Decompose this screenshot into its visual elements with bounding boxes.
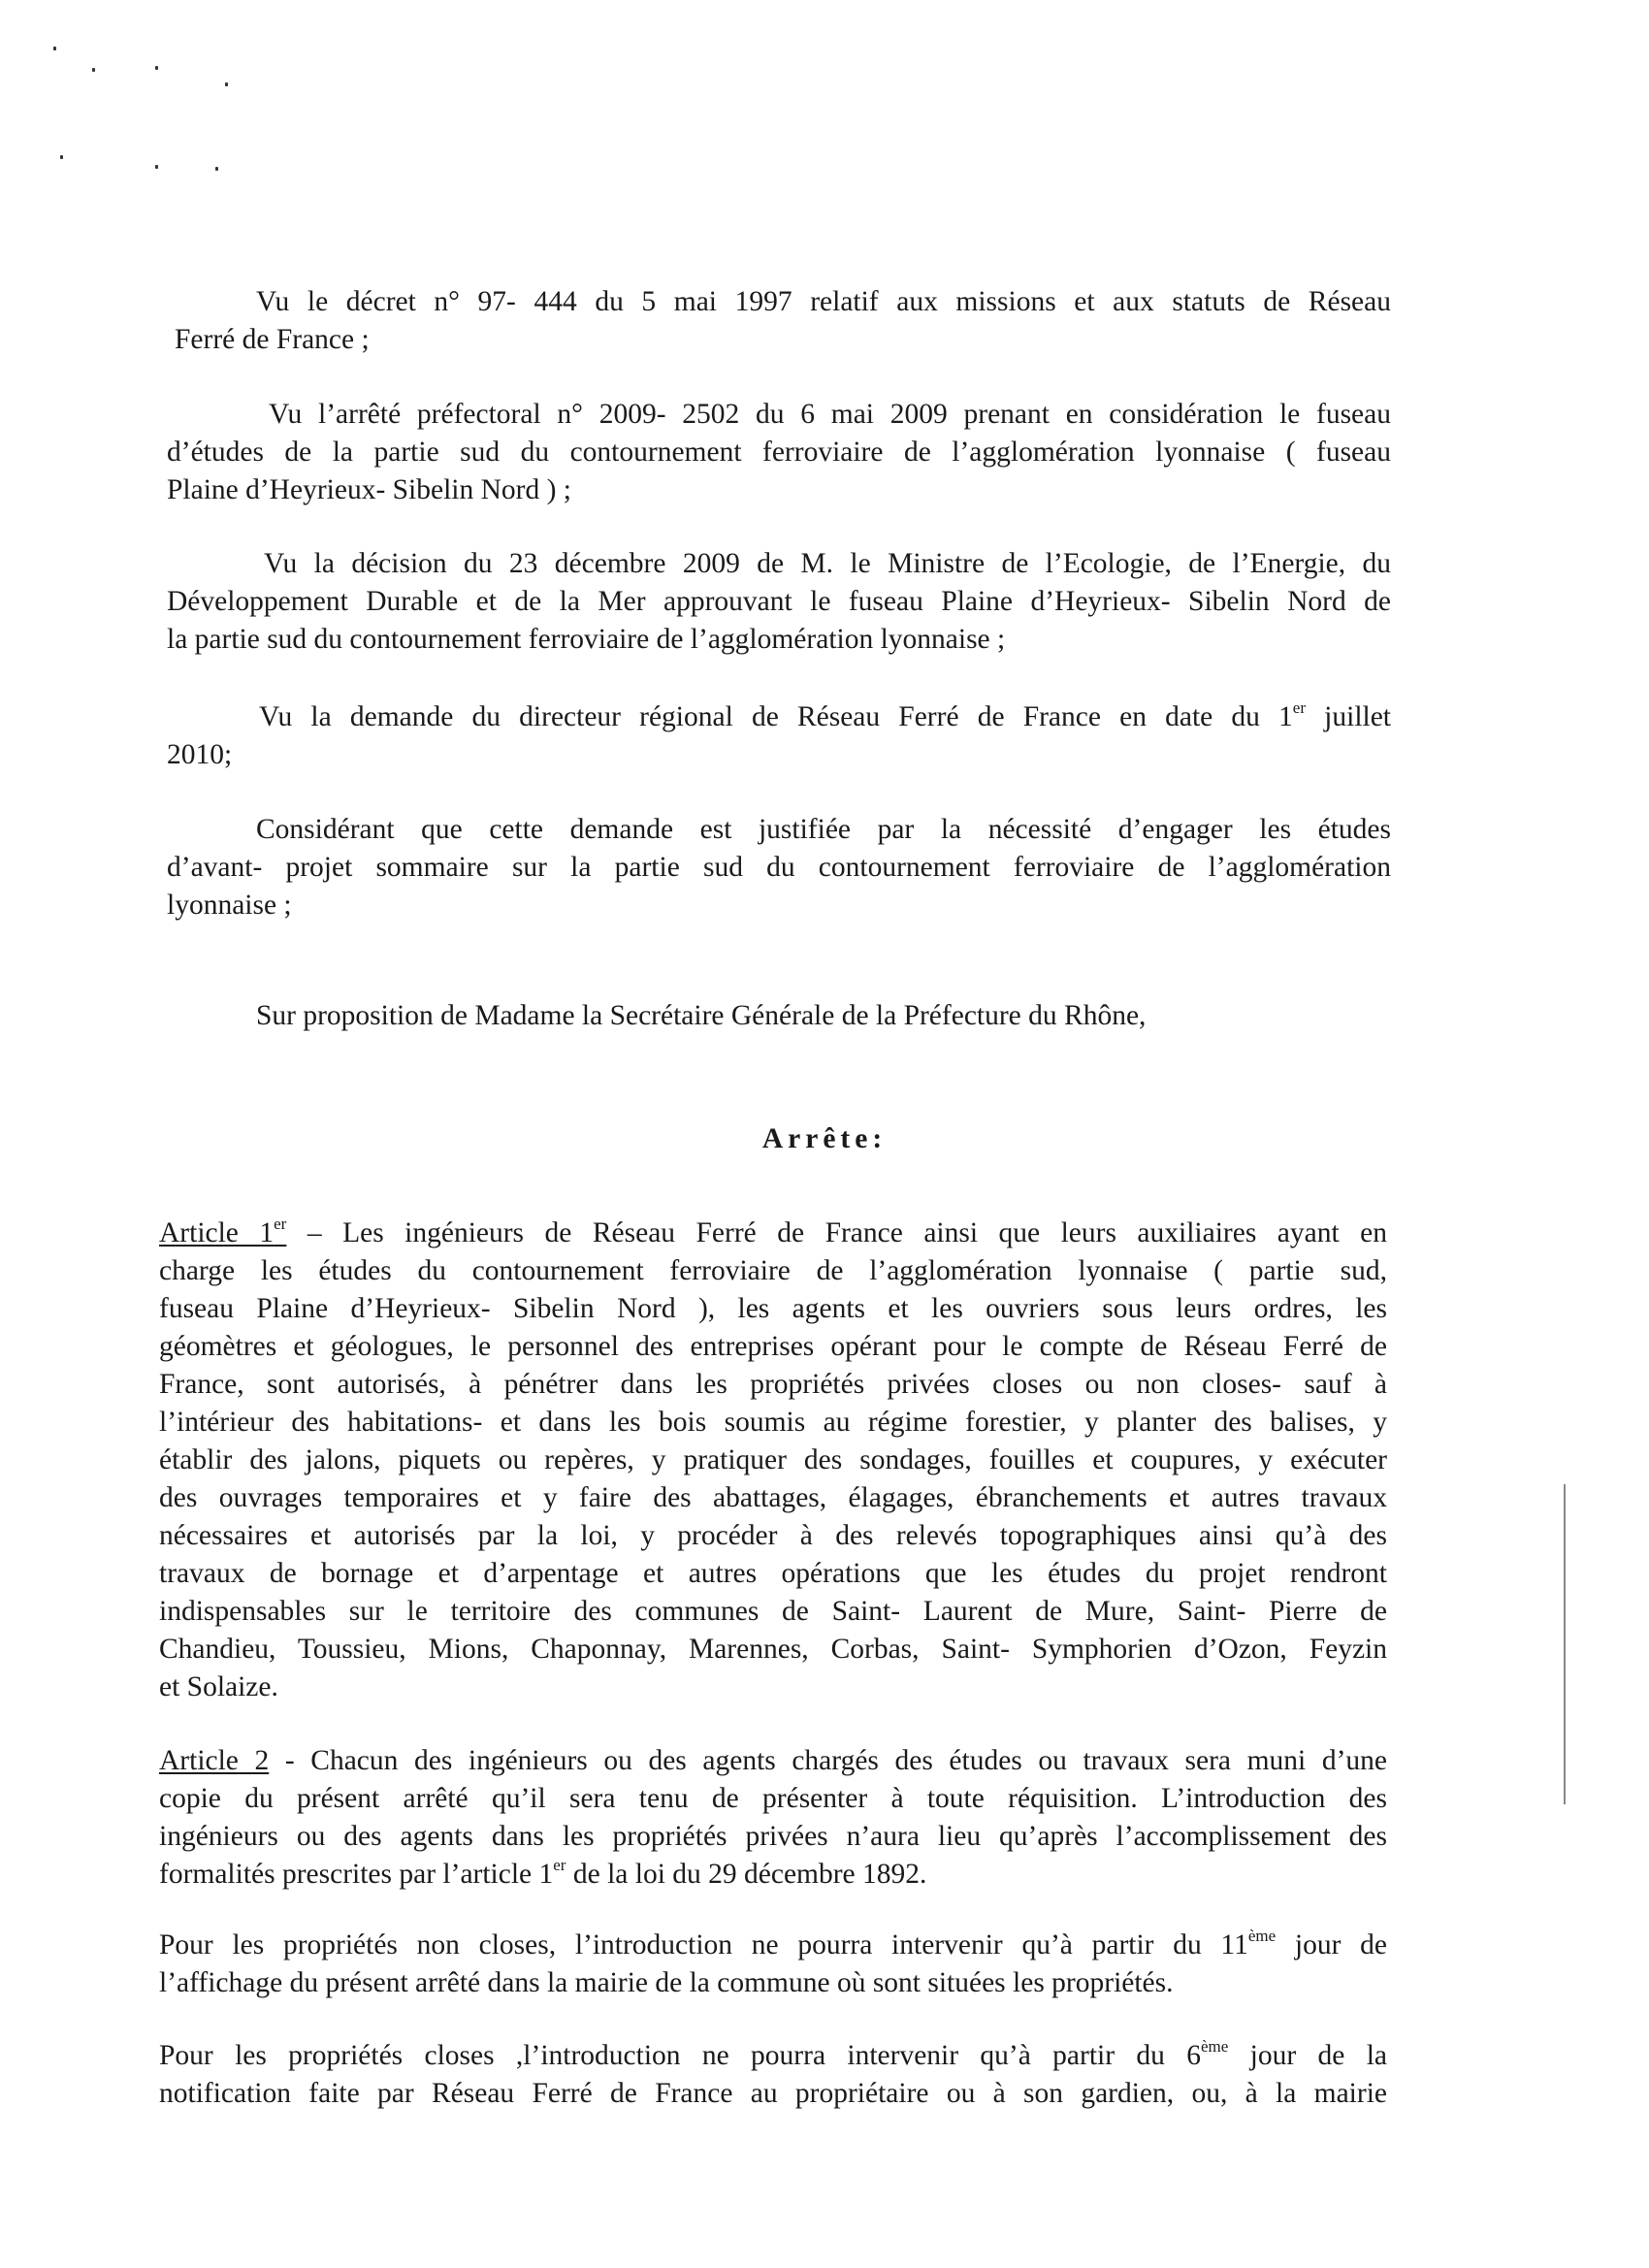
paragraph-non-closes bbox=[159, 1927, 1387, 2002]
text-line: 2010; bbox=[167, 739, 233, 770]
text-line bbox=[159, 1215, 1387, 1252]
text-line bbox=[159, 1742, 1387, 1780]
text-line: la partie sud du contournement ferroviaire de l’agglomération lyonnaise ; bbox=[167, 624, 1006, 655]
superscript: ème bbox=[1247, 1927, 1277, 1945]
article-2 bbox=[159, 1742, 1387, 1894]
text-segment: Article 1 bbox=[159, 1217, 275, 1248]
text-line: nécessaires et autorisés par la loi, y procéder à des relevés topographiques ainsi qu’à des bbox=[159, 1520, 1387, 1551]
text-segment: Pour les propriétés closes ,l’introduction ne pourra intervenir qu’à partir du 6 bbox=[159, 2040, 1201, 2071]
text-line: travaux de bornage et d’arpentage et autres opérations que les études du projet rendront bbox=[159, 1558, 1387, 1589]
text-segment: - Chacun des ingénieurs ou des agents chargés des études ou travaux sera muni d’une bbox=[269, 1745, 1387, 1776]
text-segment: de la loi du 29 décembre 1892. bbox=[566, 1859, 927, 1890]
paragraph-proposition bbox=[256, 997, 1323, 1035]
text-line: Vu l’arrêté préfectoral n° 2009- 2502 du 6 mai 2009 prenant en considération le fuseau bbox=[269, 399, 1391, 430]
scan-speck bbox=[155, 66, 158, 70]
text-line: France, sont autorisés, à pénétrer dans les propriétés privées closes ou non closes- sauf à bbox=[159, 1369, 1387, 1400]
text-segment: – Les ingénieurs de Réseau Ferré de France ainsi que leurs auxiliaires ayant en bbox=[286, 1217, 1387, 1248]
text-line: l’intérieur des habitations- et dans les bois soumis au régime forestier, y planter des balises, y bbox=[159, 1407, 1387, 1438]
paragraph-demande bbox=[167, 698, 1391, 774]
text-line: notification faite par Réseau Ferré de France au propriétaire ou à son gardien, ou, à la mairie bbox=[159, 2078, 1387, 2109]
scan-speck bbox=[215, 167, 218, 171]
paragraph-decision bbox=[167, 545, 1391, 659]
paragraph-considerant bbox=[167, 811, 1391, 924]
text-line: Développement Durable et de la Mer approuvant le fuseau Plaine d’Heyrieux- Sibelin Nord de bbox=[167, 586, 1391, 617]
text-line: d’avant- projet sommaire sur la partie sud du contournement ferroviaire de l’agglomération bbox=[167, 852, 1391, 883]
text-segment: Pour les propriétés non closes, l’introduction ne pourra intervenir qu’à partir du 11 bbox=[159, 1929, 1248, 1960]
text-line: copie du présent arrêté qu’il sera tenu de présenter à toute réquisition. L’introduction des bbox=[159, 1783, 1387, 1814]
text-line: d’études de la partie sud du contournement ferroviaire de l’agglomération lyonnaise ( fuseau bbox=[167, 437, 1391, 468]
arrete-heading: Arrête: bbox=[761, 1123, 888, 1154]
paragraph-decret bbox=[167, 283, 1391, 359]
text-line: géomètres et géologues, le personnel des entreprises opérant pour le compte de Réseau Ferré de bbox=[159, 1331, 1387, 1362]
text-line: charge les études du contournement ferroviaire de l’agglomération lyonnaise ( partie sud, bbox=[159, 1255, 1387, 1286]
scan-speck bbox=[155, 165, 158, 169]
article-2-label: Article 2 bbox=[159, 1745, 270, 1776]
paragraph-arrete-prefectoral bbox=[167, 396, 1391, 509]
text-line: Chandieu, Toussieu, Mions, Chaponnay, Marennes, Corbas, Saint- Symphorien d’Ozon, Feyzin bbox=[159, 1634, 1387, 1665]
text-segment: jour de la bbox=[1228, 2040, 1387, 2071]
text-line: Vu le décret n° 97- 444 du 5 mai 1997 relatif aux missions et aux statuts de Réseau bbox=[256, 286, 1391, 317]
scan-speck bbox=[225, 82, 228, 86]
text-line: ingénieurs ou des agents dans les propriétés privées n’aura lieu qu’après l’accomplissement des bbox=[159, 1821, 1387, 1852]
scan-speck bbox=[60, 155, 63, 159]
article-1 bbox=[159, 1215, 1387, 1706]
text-line: indispensables sur le territoire des communes de Saint- Laurent de Mure, Saint- Pierre de bbox=[159, 1596, 1387, 1627]
scan-speck bbox=[53, 47, 56, 50]
paragraph-closes bbox=[159, 2037, 1387, 2113]
text-line: Sur proposition de Madame la Secrétaire Générale de la Préfecture du Rhône, bbox=[256, 1000, 1147, 1031]
text-line: fuseau Plaine d’Heyrieux- Sibelin Nord ), les agents et les ouvriers sous leurs ordres, les bbox=[159, 1293, 1387, 1324]
scan-edge-line bbox=[1564, 1484, 1566, 1804]
superscript: ème bbox=[1200, 2037, 1229, 2056]
text-line: Ferré de France ; bbox=[175, 324, 370, 355]
superscript: er bbox=[1292, 698, 1307, 717]
superscript: er bbox=[553, 1856, 566, 1874]
text-line: des ouvrages temporaires et y faire des abattages, élagages, ébranchements et autres travaux bbox=[159, 1482, 1387, 1513]
scan-speck bbox=[92, 68, 95, 72]
text-line bbox=[159, 1856, 1387, 1894]
text-line bbox=[159, 1927, 1387, 1964]
text-line bbox=[167, 698, 1391, 736]
text-line: Plaine d’Heyrieux- Sibelin Nord ) ; bbox=[167, 474, 572, 505]
article-1-label bbox=[159, 1217, 286, 1248]
text-line: l’affichage du présent arrêté dans la mairie de la commune où sont situées les propriétés. bbox=[159, 1967, 1174, 1998]
text-line: Considérant que cette demande est justifiée par la nécessité d’engager les études bbox=[256, 814, 1391, 845]
text-line: établir des jalons, piquets ou repères, y pratiquer des sondages, fouilles et coupures, y exécuter bbox=[159, 1444, 1387, 1475]
text-segment: jour de bbox=[1276, 1929, 1387, 1960]
text-segment: Vu la demande du directeur régional de Réseau Ferré de France en date du 1 bbox=[259, 701, 1293, 732]
text-line bbox=[159, 2037, 1387, 2075]
text-line: et Solaize. bbox=[159, 1671, 278, 1702]
superscript: er bbox=[274, 1215, 287, 1233]
text-segment: formalités prescrites par l’article 1 bbox=[159, 1859, 554, 1890]
text-segment: juillet bbox=[1306, 701, 1391, 732]
text-line: lyonnaise ; bbox=[167, 890, 292, 921]
text-line: Vu la décision du 23 décembre 2009 de M. le Ministre de l’Ecologie, de l’Energie, du bbox=[264, 548, 1391, 579]
